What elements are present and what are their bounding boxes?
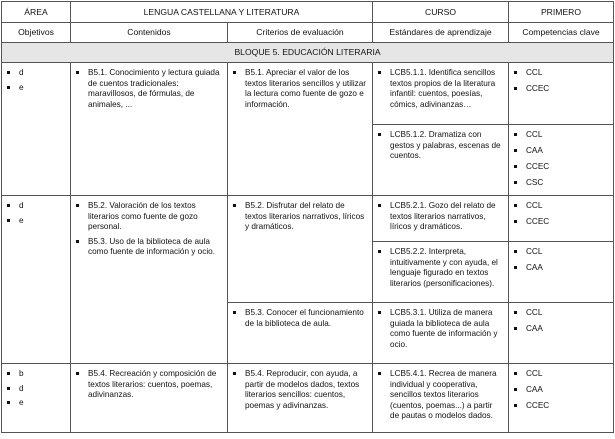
competencia-item: CCL bbox=[513, 308, 613, 319]
table-row bbox=[2, 196, 614, 242]
contenidos-cell bbox=[71, 196, 228, 364]
competencia-item: CCL bbox=[513, 369, 613, 380]
estandar-item: LCB5.4.1. Recrea de manera individual y cooperativa, sencillos textos literarios (cuentos, poemas...) a partir de pautas o modelos dados. bbox=[377, 369, 503, 422]
contenido-item: B5.2. Valoración de los textos literarios como fuente de gozo personal. bbox=[75, 201, 222, 233]
contenido-item: B5.4. Recreación y composición de textos literarios: cuentos, poemas, adivinanzas. bbox=[75, 369, 222, 401]
objetivo-item: d bbox=[6, 68, 70, 79]
criterio-item: B5.4. Reproducir, con ayuda, a partir de modelos dados, textos literarios sencillos: cuentos, poemas y adivinanzas. bbox=[232, 369, 367, 411]
block-title-row bbox=[2, 43, 614, 63]
criterios-cell bbox=[228, 196, 373, 303]
objetivos-cell bbox=[2, 364, 71, 433]
criterio-item: B5.1. Apreciar el valor de los textos literarios sencillos y utilizar la lectura como fuente de gozo e información. bbox=[232, 68, 367, 110]
competencias-cell bbox=[509, 303, 614, 364]
table-row bbox=[2, 63, 614, 125]
estandar-cell bbox=[373, 63, 509, 125]
competencia-item: CAA bbox=[513, 324, 613, 335]
table-row bbox=[2, 364, 614, 433]
competencias-cell bbox=[509, 242, 614, 303]
contenido-item: B5.3. Uso de la biblioteca de aula como fuente de información y ocio. bbox=[75, 237, 222, 258]
competencias-cell bbox=[509, 196, 614, 242]
col-estandares: Estándares de aprendizaje bbox=[373, 23, 509, 43]
criterios-cell bbox=[228, 303, 373, 364]
estandar-cell bbox=[373, 242, 509, 303]
competencias-cell bbox=[509, 364, 614, 433]
objetivo-item: e bbox=[6, 216, 70, 227]
competencia-item: CCEC bbox=[513, 84, 613, 95]
objetivo-item: e bbox=[6, 398, 70, 409]
competencia-item: CCEC bbox=[513, 162, 613, 173]
estandar-cell bbox=[373, 364, 509, 433]
objetivo-item: b bbox=[6, 369, 70, 380]
criterios-cell bbox=[228, 364, 373, 433]
competencia-item: CCEC bbox=[513, 217, 613, 228]
objetivo-item: d bbox=[6, 384, 70, 395]
competencia-item: CAA bbox=[513, 263, 613, 274]
criterio-item: B5.2. Disfrutar del relato de textos literarios narrativos, líricos y dramáticos. bbox=[232, 201, 367, 233]
subject-title: LENGUA CASTELLANA Y LITERATURA bbox=[71, 2, 373, 23]
competencia-item: CCL bbox=[513, 68, 613, 79]
estandar-cell bbox=[373, 196, 509, 242]
block-title: BLOQUE 5. EDUCACIÓN LITERARIA bbox=[2, 43, 614, 63]
competencia-item: CCL bbox=[513, 201, 613, 212]
estandar-item: LCB5.2.1. Gozo del relato de textos literarios narrativos, líricos y dramáticos. bbox=[377, 201, 503, 233]
estandar-cell bbox=[373, 303, 509, 364]
contenido-item: B5.1. Conocimiento y lectura guiada de cuentos tradicionales: maravillosos, de fórmulas, de animales, ... bbox=[75, 68, 222, 110]
area-label: ÁREA bbox=[2, 2, 71, 23]
competencia-item: CCEC bbox=[513, 401, 613, 412]
estandar-item: LCB5.2.2. Interpreta, intuitivamente y con ayuda, el lenguaje figurado en textos literarios (personificaciones). bbox=[377, 247, 503, 289]
criterio-item: B5.3. Conocer el funcionamiento de la biblioteca de aula. bbox=[232, 308, 367, 329]
column-header-row bbox=[2, 23, 614, 43]
curso-label: CURSO bbox=[373, 2, 509, 23]
col-criterios: Criterios de evaluación bbox=[228, 23, 373, 43]
col-objetivos: Objetivos bbox=[2, 23, 71, 43]
curriculum-table bbox=[1, 1, 614, 433]
col-competencias: Competencias clave bbox=[509, 23, 614, 43]
estandar-item: LCB5.1.2. Dramatiza con gestos y palabras, escenas de cuentos. bbox=[377, 130, 503, 162]
contenidos-cell bbox=[71, 364, 228, 433]
curso-value: PRIMERO bbox=[509, 2, 614, 23]
competencia-item: CCL bbox=[513, 247, 613, 258]
col-contenidos: Contenidos bbox=[71, 23, 228, 43]
estandar-item: LCB5.1.1. Identifica sencillos textos propios de la literatura infantil: cuentos, poesías, cómics, adivinanzas… bbox=[377, 68, 503, 110]
objetivo-item: e bbox=[6, 83, 70, 94]
competencia-item: CCL bbox=[513, 130, 613, 141]
estandar-cell bbox=[373, 125, 509, 196]
objetivo-item: d bbox=[6, 201, 70, 212]
competencia-item: CAA bbox=[513, 146, 613, 157]
criterios-cell bbox=[228, 63, 373, 196]
competencia-item: CSC bbox=[513, 178, 613, 189]
header-row bbox=[2, 2, 614, 23]
competencias-cell bbox=[509, 63, 614, 125]
objetivos-cell bbox=[2, 63, 71, 196]
contenidos-cell bbox=[71, 63, 228, 196]
estandar-item: LCB5.3.1. Utiliza de manera guiada la biblioteca de aula como fuente de información y ocio. bbox=[377, 308, 503, 350]
competencia-item: CAA bbox=[513, 385, 613, 396]
objetivos-cell bbox=[2, 196, 71, 364]
competencias-cell bbox=[509, 125, 614, 196]
